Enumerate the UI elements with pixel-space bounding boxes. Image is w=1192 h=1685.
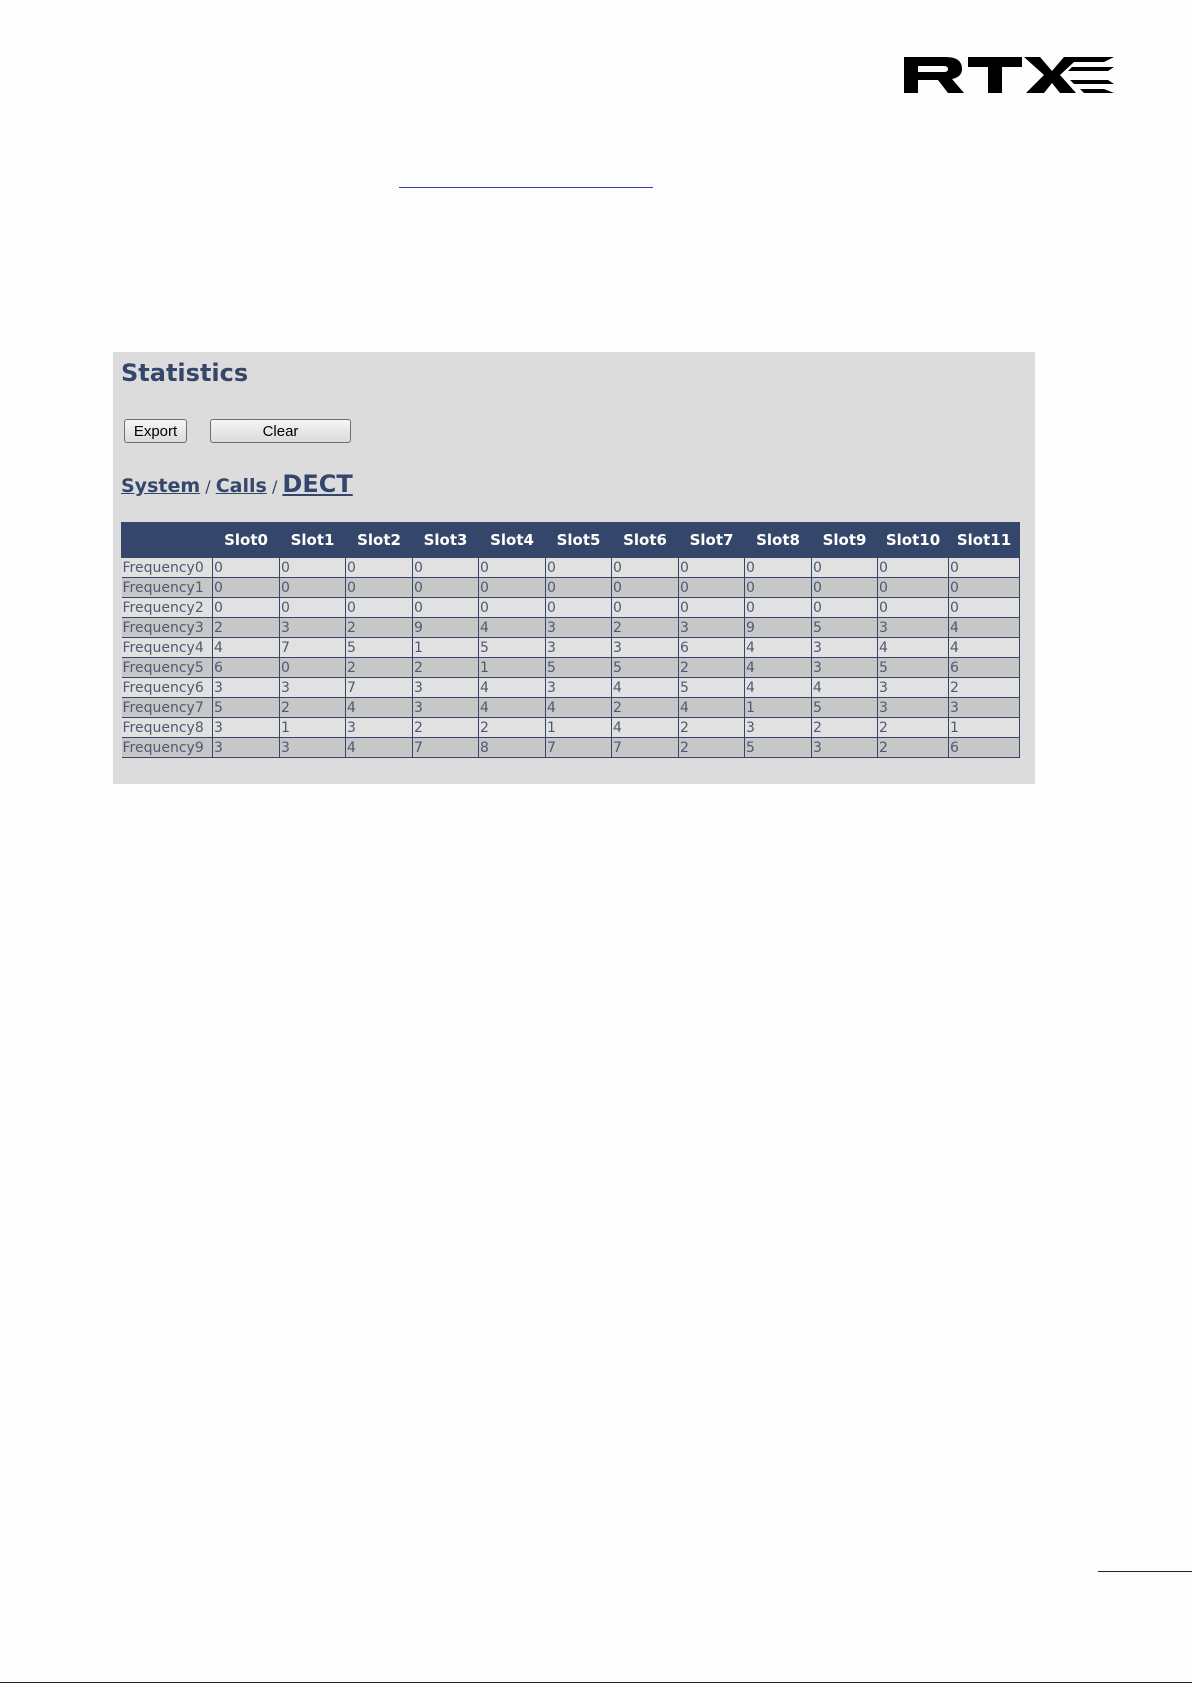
- table-cell: 2: [479, 718, 546, 738]
- table-cell: 2: [612, 618, 679, 638]
- column-header: Slot0: [213, 523, 280, 558]
- table-cell: 9: [413, 618, 479, 638]
- table-cell: 0: [878, 578, 949, 598]
- table-cell: 3: [612, 638, 679, 658]
- column-header: Slot5: [546, 523, 612, 558]
- table-cell: 4: [679, 698, 745, 718]
- table-cell: 0: [280, 558, 346, 578]
- table-cell: 3: [280, 738, 346, 758]
- table-cell: 7: [280, 638, 346, 658]
- row-header: Frequency5: [122, 658, 213, 678]
- table-row: [122, 738, 1020, 758]
- table-cell: 0: [546, 578, 612, 598]
- row-header: Frequency4: [122, 638, 213, 658]
- column-header-blank: [122, 523, 213, 558]
- table-cell: 2: [413, 718, 479, 738]
- table-cell: 4: [878, 638, 949, 658]
- table-cell: 0: [213, 578, 280, 598]
- table-cell: 0: [949, 598, 1020, 618]
- table-cell: 4: [612, 678, 679, 698]
- breadcrumb: [121, 470, 353, 498]
- table-cell: 0: [812, 578, 878, 598]
- table-cell: 4: [213, 638, 280, 658]
- table-cell: 0: [213, 558, 280, 578]
- table-cell: 0: [949, 558, 1020, 578]
- clear-button[interactable]: Clear: [210, 419, 351, 443]
- table-cell: 0: [413, 578, 479, 598]
- document-hyperlink[interactable]: [399, 187, 653, 188]
- breadcrumb-system-link[interactable]: System: [121, 475, 201, 497]
- table-cell: 4: [745, 638, 812, 658]
- table-row: [122, 718, 1020, 738]
- table-cell: 4: [612, 718, 679, 738]
- table-cell: 3: [213, 678, 280, 698]
- table-cell: 7: [546, 738, 612, 758]
- column-header: Slot3: [413, 523, 479, 558]
- column-header: Slot6: [612, 523, 679, 558]
- table-cell: 5: [612, 658, 679, 678]
- table-cell: 0: [612, 558, 679, 578]
- table-cell: 2: [346, 658, 413, 678]
- table-row: [122, 598, 1020, 618]
- table-cell: 2: [812, 718, 878, 738]
- table-row: [122, 618, 1020, 638]
- table-cell: 4: [346, 738, 413, 758]
- table-cell: 1: [949, 718, 1020, 738]
- page-title: Statistics: [121, 359, 249, 387]
- statistics-panel: [113, 352, 1035, 784]
- breadcrumb-calls-link[interactable]: Calls: [215, 475, 267, 497]
- table-cell: 4: [812, 678, 878, 698]
- column-header: Slot11: [949, 523, 1020, 558]
- table-cell: 3: [280, 618, 346, 638]
- table-cell: 2: [213, 618, 280, 638]
- table-cell: 0: [280, 598, 346, 618]
- table-cell: 0: [479, 558, 546, 578]
- table-cell: 3: [878, 618, 949, 638]
- breadcrumb-dect-link[interactable]: DECT: [282, 470, 353, 498]
- table-cell: 4: [949, 618, 1020, 638]
- row-header: Frequency2: [122, 598, 213, 618]
- table-cell: 7: [612, 738, 679, 758]
- table-cell: 0: [679, 598, 745, 618]
- table-cell: 5: [812, 698, 878, 718]
- footer-rule: [1098, 1571, 1192, 1572]
- table-cell: 2: [679, 718, 745, 738]
- table-cell: 3: [812, 738, 878, 758]
- row-header: Frequency8: [122, 718, 213, 738]
- table-cell: 0: [280, 658, 346, 678]
- table-cell: 0: [679, 558, 745, 578]
- table-cell: 8: [479, 738, 546, 758]
- table-cell: 4: [479, 618, 546, 638]
- table-cell: 0: [346, 578, 413, 598]
- table-row: [122, 558, 1020, 578]
- table-cell: 9: [745, 618, 812, 638]
- table-row: [122, 638, 1020, 658]
- table-cell: 0: [612, 598, 679, 618]
- table-cell: 5: [479, 638, 546, 658]
- table-cell: 3: [546, 618, 612, 638]
- page-bottom-rule: [0, 1682, 1192, 1683]
- table-cell: 1: [745, 698, 812, 718]
- table-cell: 0: [612, 578, 679, 598]
- table-row: [122, 698, 1020, 718]
- table-cell: 0: [413, 598, 479, 618]
- table-cell: 6: [213, 658, 280, 678]
- table-cell: 2: [346, 618, 413, 638]
- table-cell: 0: [546, 558, 612, 578]
- table-cell: 0: [479, 578, 546, 598]
- table-cell: 3: [679, 618, 745, 638]
- table-cell: 3: [812, 638, 878, 658]
- table-cell: 4: [479, 698, 546, 718]
- table-cell: 2: [679, 658, 745, 678]
- column-header: Slot8: [745, 523, 812, 558]
- table-cell: 2: [679, 738, 745, 758]
- table-cell: 0: [812, 558, 878, 578]
- column-header: Slot4: [479, 523, 546, 558]
- table-cell: 3: [745, 718, 812, 738]
- table-header-row: [122, 523, 1020, 558]
- table-cell: 3: [413, 678, 479, 698]
- table-cell: 3: [413, 698, 479, 718]
- table-row: [122, 678, 1020, 698]
- dect-statistics-table: [121, 522, 1020, 758]
- column-header: Slot10: [878, 523, 949, 558]
- table-cell: 5: [679, 678, 745, 698]
- table-cell: 0: [413, 558, 479, 578]
- table-cell: 3: [878, 698, 949, 718]
- table-cell: 7: [413, 738, 479, 758]
- table-cell: 3: [878, 678, 949, 698]
- table-cell: 0: [346, 558, 413, 578]
- rtx-logo: [904, 55, 1114, 95]
- row-header: Frequency6: [122, 678, 213, 698]
- table-cell: 4: [346, 698, 413, 718]
- table-row: [122, 578, 1020, 598]
- table-cell: 0: [812, 598, 878, 618]
- table-cell: 0: [745, 598, 812, 618]
- table-cell: 5: [812, 618, 878, 638]
- table-cell: 2: [878, 718, 949, 738]
- table-cell: 0: [213, 598, 280, 618]
- table-cell: 3: [213, 718, 280, 738]
- table-cell: 0: [878, 558, 949, 578]
- table-cell: 0: [546, 598, 612, 618]
- breadcrumb-separator: /: [205, 477, 211, 496]
- table-row: [122, 658, 1020, 678]
- table-cell: 3: [812, 658, 878, 678]
- table-cell: 0: [949, 578, 1020, 598]
- table-cell: 1: [546, 718, 612, 738]
- table-cell: 4: [479, 678, 546, 698]
- table-cell: 3: [546, 678, 612, 698]
- table-cell: 0: [679, 578, 745, 598]
- table-cell: 2: [878, 738, 949, 758]
- table-cell: 6: [949, 658, 1020, 678]
- column-header: Slot2: [346, 523, 413, 558]
- table-cell: 2: [413, 658, 479, 678]
- table-cell: 5: [546, 658, 612, 678]
- table-cell: 6: [679, 638, 745, 658]
- row-header: Frequency3: [122, 618, 213, 638]
- row-header: Frequency1: [122, 578, 213, 598]
- table-cell: 5: [878, 658, 949, 678]
- column-header: Slot9: [812, 523, 878, 558]
- table-cell: 7: [346, 678, 413, 698]
- table-cell: 5: [745, 738, 812, 758]
- table-cell: 1: [413, 638, 479, 658]
- row-header: Frequency9: [122, 738, 213, 758]
- table-cell: 0: [745, 578, 812, 598]
- table-cell: 0: [280, 578, 346, 598]
- table-cell: 3: [213, 738, 280, 758]
- table-cell: 0: [745, 558, 812, 578]
- table-cell: 4: [745, 658, 812, 678]
- table-cell: 3: [280, 678, 346, 698]
- table-cell: 0: [346, 598, 413, 618]
- table-cell: 2: [612, 698, 679, 718]
- table-cell: 2: [949, 678, 1020, 698]
- breadcrumb-separator: /: [271, 477, 278, 496]
- table-cell: 3: [346, 718, 413, 738]
- table-cell: 1: [479, 658, 546, 678]
- column-header: Slot7: [679, 523, 745, 558]
- column-header: Slot1: [280, 523, 346, 558]
- table-cell: 5: [213, 698, 280, 718]
- table-cell: 0: [479, 598, 546, 618]
- table-cell: 0: [878, 598, 949, 618]
- table-cell: 4: [949, 638, 1020, 658]
- table-cell: 4: [546, 698, 612, 718]
- table-cell: 2: [280, 698, 346, 718]
- table-cell: 6: [949, 738, 1020, 758]
- table-cell: 3: [949, 698, 1020, 718]
- table-cell: 4: [745, 678, 812, 698]
- row-header: Frequency0: [122, 558, 213, 578]
- table-cell: 3: [546, 638, 612, 658]
- row-header: Frequency7: [122, 698, 213, 718]
- table-cell: 5: [346, 638, 413, 658]
- export-button[interactable]: Export: [124, 419, 187, 443]
- table-cell: 1: [280, 718, 346, 738]
